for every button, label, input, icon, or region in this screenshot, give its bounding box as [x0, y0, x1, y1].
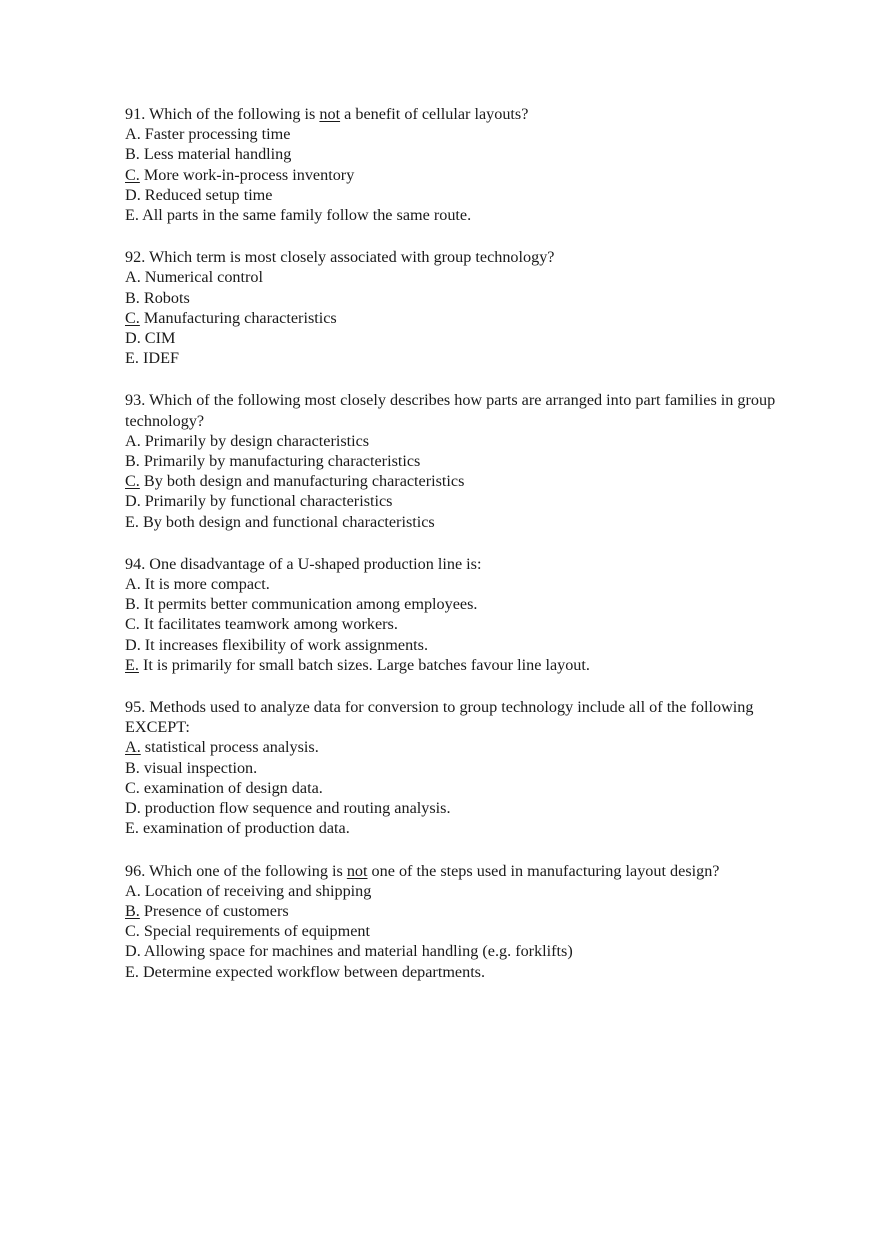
option-e: [125, 818, 805, 838]
question-96: [125, 861, 805, 982]
option-text: Faster processing time: [144, 125, 291, 144]
option-text: examination of production data.: [142, 819, 350, 838]
option-d: [125, 635, 805, 655]
answer-letter: E.: [125, 655, 139, 674]
question-number: 93.: [125, 391, 146, 410]
option-e: [125, 962, 805, 982]
question-text: Methods used to analyze data for conversion to group technology include all of the following EXCEPT:: [125, 698, 754, 737]
option-letter: A.: [125, 268, 141, 287]
option-d: [125, 328, 805, 348]
option-a: [125, 267, 805, 287]
question-text-continued: a benefit of cellular layouts?: [344, 105, 529, 123]
option-letter: D.: [125, 185, 141, 204]
option-text: It facilitates teamwork among workers.: [143, 615, 398, 634]
answer-letter: C.: [125, 308, 140, 327]
option-letter: C.: [125, 615, 140, 634]
question-stem: [125, 554, 805, 574]
option-b: [125, 594, 805, 614]
option-letter: C.: [125, 778, 140, 797]
question-93: [125, 390, 805, 531]
option-text: statistical process analysis.: [144, 738, 319, 757]
option-text: All parts in the same family follow the same route.: [142, 206, 472, 225]
option-text: By both design and functional characteristics: [142, 512, 435, 531]
question-92: [125, 247, 805, 368]
option-text: It permits better communication among employees.: [143, 595, 478, 614]
question-text: Which of the following is: [149, 105, 316, 123]
option-text: production flow sequence and routing analysis.: [144, 799, 451, 818]
option-letter: A.: [125, 431, 141, 450]
option-a-answer: [125, 737, 805, 757]
option-letter: E.: [125, 962, 139, 981]
option-letter: B.: [125, 145, 140, 164]
option-text: Special requirements of equipment: [143, 922, 371, 941]
option-text: Allowing space for machines and material handling (e.g. forklifts): [143, 942, 573, 961]
option-text: visual inspection.: [143, 758, 258, 777]
option-c-answer: [125, 308, 805, 328]
question-text-continued: one of the steps used in manufacturing layout design?: [371, 861, 720, 880]
question-number: 91.: [125, 105, 146, 123]
option-text: By both design and manufacturing characteristics: [143, 472, 465, 491]
option-letter: A.: [125, 575, 141, 594]
option-letter: D.: [125, 635, 141, 654]
option-text: Robots: [143, 288, 190, 307]
option-letter: D.: [125, 329, 141, 348]
option-e: [125, 205, 805, 225]
option-c: [125, 921, 805, 941]
answer-letter: C.: [125, 472, 140, 491]
option-letter: A.: [125, 125, 141, 144]
option-text: Primarily by functional characteristics: [144, 492, 393, 511]
option-c: [125, 614, 805, 634]
option-letter: B.: [125, 595, 140, 614]
question-95: [125, 697, 805, 838]
answer-letter: B.: [125, 901, 140, 920]
option-e-answer: [125, 655, 805, 675]
option-b: [125, 288, 805, 308]
option-text: IDEF: [142, 349, 179, 368]
option-b: [125, 144, 805, 164]
option-letter: E.: [125, 349, 139, 368]
question-text: Which term is most closely associated with group technology?: [149, 248, 555, 267]
option-letter: B.: [125, 288, 140, 307]
question-stem: [125, 697, 805, 737]
question-stem: [125, 390, 805, 430]
question-text: Which of the following most closely describes how parts are arranged into part families in group technology?: [125, 391, 776, 430]
option-text: Presence of customers: [143, 901, 289, 920]
question-text: Which one of the following is: [149, 861, 343, 880]
question-number: 95.: [125, 698, 146, 717]
question-stem: [125, 104, 805, 124]
option-text: Location of receiving and shipping: [144, 881, 372, 900]
option-text: Less material handling: [143, 145, 292, 164]
option-a: [125, 881, 805, 901]
option-b: [125, 758, 805, 778]
option-c: [125, 778, 805, 798]
option-letter: D.: [125, 942, 141, 961]
question-stem: [125, 861, 805, 881]
option-e: [125, 348, 805, 368]
question-stem: [125, 247, 805, 267]
option-letter: C.: [125, 922, 140, 941]
option-text: Numerical control: [144, 268, 264, 287]
option-text: Reduced setup time: [144, 185, 273, 204]
question-text: One disadvantage of a U-shaped production line is:: [149, 554, 482, 573]
option-letter: E.: [125, 206, 139, 225]
option-text: It increases flexibility of work assignments.: [144, 635, 429, 654]
option-d: [125, 941, 805, 961]
question-94: [125, 554, 805, 675]
option-a: [125, 431, 805, 451]
option-text: It is primarily for small batch sizes. Large batches favour line layout.: [142, 655, 590, 674]
option-d: [125, 491, 805, 511]
option-letter: E.: [125, 819, 139, 838]
option-text: CIM: [144, 329, 176, 348]
answer-letter: A.: [125, 738, 141, 757]
option-letter: A.: [125, 881, 141, 900]
emphasis-underline: not: [319, 105, 341, 123]
option-a: [125, 574, 805, 594]
option-text: examination of design data.: [143, 778, 323, 797]
answer-letter: C.: [125, 165, 140, 184]
option-text: It is more compact.: [144, 575, 270, 594]
option-letter: B.: [125, 758, 140, 777]
question-91: [125, 104, 805, 225]
option-letter: B.: [125, 452, 140, 471]
option-text: More work-in-process inventory: [143, 165, 355, 184]
emphasis-underline: not: [346, 861, 368, 880]
option-b-answer: [125, 901, 805, 921]
option-d: [125, 798, 805, 818]
option-c-answer: [125, 165, 805, 185]
question-number: 94.: [125, 554, 146, 573]
option-e: [125, 512, 805, 532]
option-letter: E.: [125, 512, 139, 531]
option-text: Determine expected workflow between departments.: [142, 962, 486, 981]
document-page: [125, 104, 805, 1004]
option-c-answer: [125, 471, 805, 491]
option-b: [125, 451, 805, 471]
option-letter: D.: [125, 799, 141, 818]
option-letter: D.: [125, 492, 141, 511]
option-d: [125, 185, 805, 205]
option-text: Manufacturing characteristics: [143, 308, 337, 327]
option-text: Primarily by manufacturing characteristics: [143, 452, 421, 471]
option-a: [125, 124, 805, 144]
question-number: 96.: [125, 861, 146, 880]
option-text: Primarily by design characteristics: [144, 431, 370, 450]
question-number: 92.: [125, 248, 146, 267]
